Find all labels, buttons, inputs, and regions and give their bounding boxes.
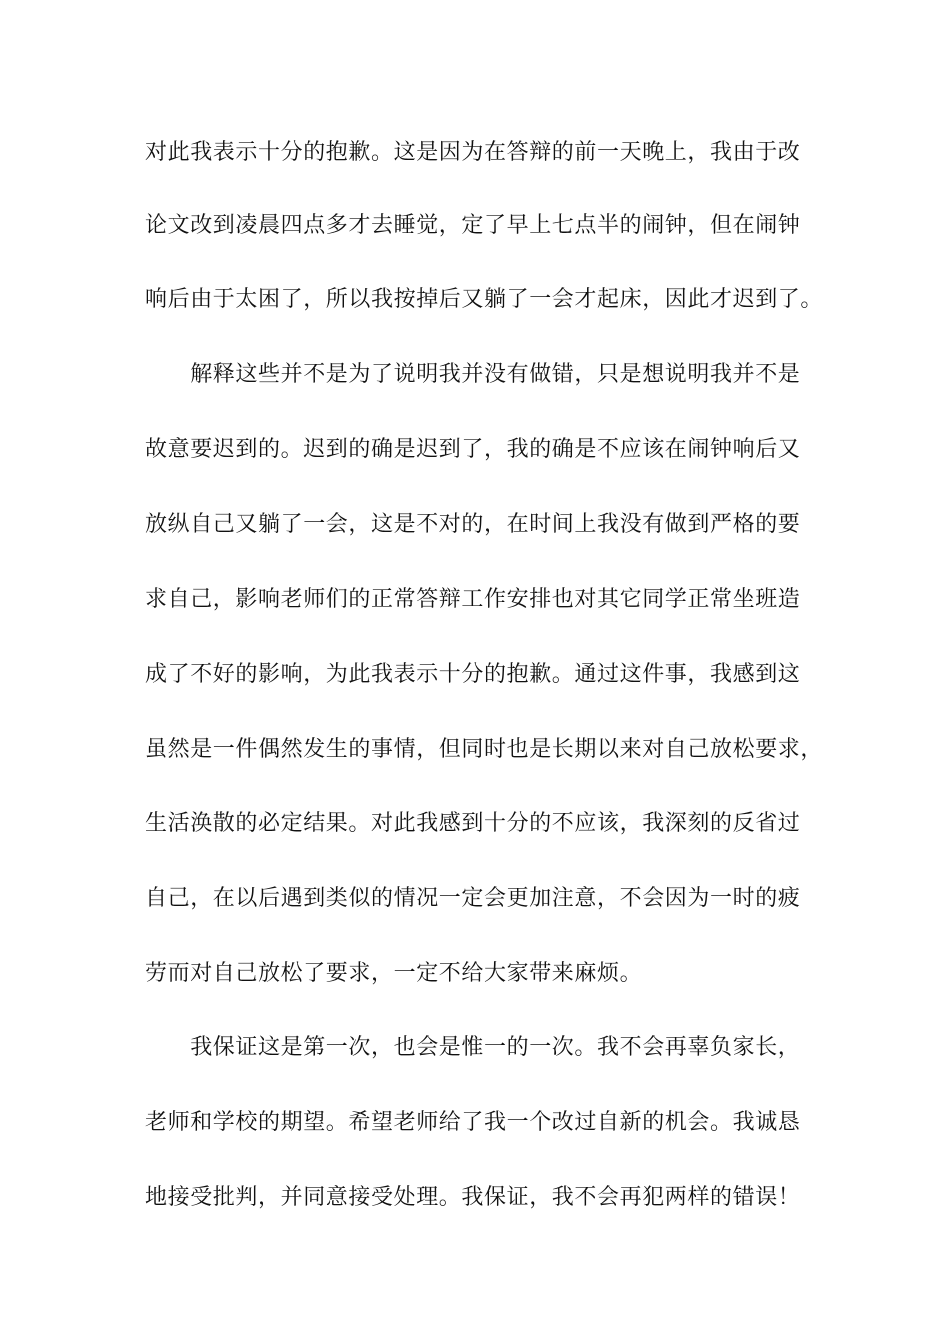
text-line: 解释这些并不是为了说明我并没有做错，只是想说明我并不是 xyxy=(145,362,801,387)
text-line: 放纵自己又躺了一会，这是不对的，在时间上我没有做到严格的要 xyxy=(145,512,801,537)
text-line: 生活涣散的必定结果。对此我感到十分的不应该，我深刻的反省过 xyxy=(145,811,801,836)
text-line: 虽然是一件偶然发生的事情，但同时也是长期以来对自己放松要求， xyxy=(145,737,824,762)
text-line: 故意要迟到的。迟到的确是迟到了，我的确是不应该在闹钟响后又 xyxy=(145,437,801,462)
text-line: 我保证这是第一次，也会是惟一的一次。我不会再辜负家长， xyxy=(145,1035,801,1060)
text-line: 求自己，影响老师们的正常答辩工作安排也对其它同学正常坐班造 xyxy=(145,587,801,612)
text-line: 响后由于太困了，所以我按掉后又躺了一会才起床，因此才迟到了。 xyxy=(145,287,824,312)
text-line: 论文改到凌晨四点多才去睡觉，定了早上七点半的闹钟，但在闹钟 xyxy=(145,213,801,238)
text-line: 成了不好的影响，为此我表示十分的抱歉。通过这件事，我感到这 xyxy=(145,662,801,687)
text-line: 对此我表示十分的抱歉。这是因为在答辩的前一天晚上，我由于改 xyxy=(145,140,801,165)
text-line: 劳而对自己放松了要求，一定不给大家带来麻烦。 xyxy=(145,961,643,986)
text-line: 地接受批判，并同意接受处理。我保证，我不会再犯两样的错误！ xyxy=(145,1185,801,1210)
text-line: 自己，在以后遇到类似的情况一定会更加注意，不会因为一时的疲 xyxy=(145,886,801,911)
text-line: 老师和学校的期望。希望老师给了我一个改过自新的机会。我诚恳 xyxy=(145,1110,801,1135)
